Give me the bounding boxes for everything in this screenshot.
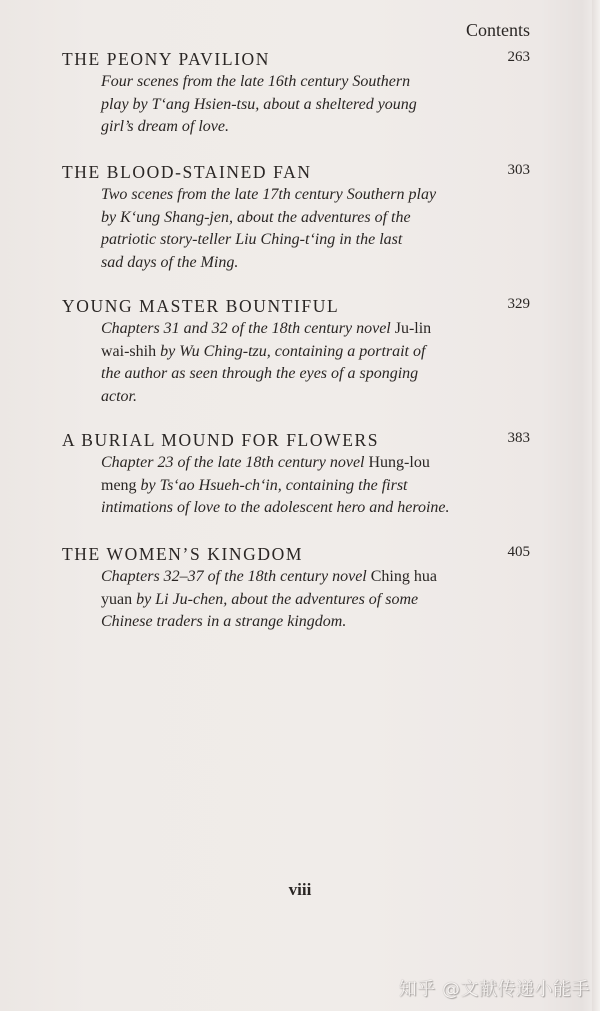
desc-line: by K‘ung Shang-jen, about the adventures of the (101, 208, 411, 226)
desc-line: intimations of love to the adolescent hero and heroine. (101, 499, 450, 516)
novel-title: wai-shih (101, 342, 157, 360)
novel-title: Ju-lin (394, 320, 432, 337)
entry-page-number: 383 (507, 430, 530, 446)
novel-title: Hung-lou (368, 454, 430, 471)
desc-line: patriotic story-teller Liu Ching-t‘ing in the last (101, 231, 403, 248)
entry-title: A BURIAL MOUND FOR FLOWERS (62, 430, 380, 450)
toc-entry (62, 48, 532, 139)
entry-title: THE WOMEN’S KINGDOM (62, 544, 304, 564)
desc-line: play by T‘ang Hsien-tsu, about a sheltered young (101, 95, 417, 113)
entry-description (101, 452, 511, 520)
desc-line: actor. (101, 387, 137, 405)
novel-title: Ching hua (370, 568, 437, 585)
desc-line: meng by Ts‘ao Hsueh-ch‘in, containing the first (101, 476, 408, 494)
entry-description (101, 566, 491, 634)
desc-line: Chapters 32–37 of the 18th century novel Ching hua (101, 568, 437, 585)
entry-title: THE BLOOD-STAINED FAN (62, 162, 312, 182)
novel-title: yuan (101, 590, 133, 608)
toc-entry (62, 429, 532, 520)
desc-line: Chapters 31 and 32 of the 18th century novel Ju-lin (101, 320, 432, 337)
page-folio: viii (288, 880, 312, 899)
desc-line: girl’s dream of love. (101, 118, 229, 135)
running-head: Contents (465, 20, 530, 40)
page-edge (592, 0, 600, 1011)
desc-line: the author as seen through the eyes of a sponging (101, 365, 419, 382)
entry-page-number: 329 (507, 296, 530, 312)
watermark: 知乎 @文献传递小能手 (398, 979, 590, 1000)
entry-page-number: 405 (507, 544, 530, 560)
entry-description (101, 318, 491, 408)
entry-description (101, 71, 491, 139)
entry-title: YOUNG MASTER BOUNTIFUL (62, 296, 340, 316)
desc-line: Chapter 23 of the late 18th century novel Hung-lou (101, 454, 430, 471)
desc-line: yuan by Li Ju-chen, about the adventures of some (101, 590, 419, 608)
entry-title: THE PEONY PAVILION (62, 49, 271, 69)
desc-line: Chinese traders in a strange kingdom. (101, 613, 347, 630)
toc-entry (62, 161, 532, 274)
desc-line: Four scenes from the late 16th century Southern (101, 73, 411, 90)
toc-entry (62, 295, 532, 408)
desc-line: Two scenes from the late 17th century Southern play (101, 186, 437, 203)
toc-entry (62, 543, 532, 634)
novel-title: meng (101, 476, 137, 494)
desc-line: sad days of the Ming. (101, 253, 239, 271)
desc-line: wai-shih by Wu Ching-tzu, containing a portrait of (101, 342, 426, 360)
entry-page-number: 303 (507, 162, 530, 178)
entry-page-number: 263 (507, 49, 530, 65)
entry-description (101, 184, 491, 274)
